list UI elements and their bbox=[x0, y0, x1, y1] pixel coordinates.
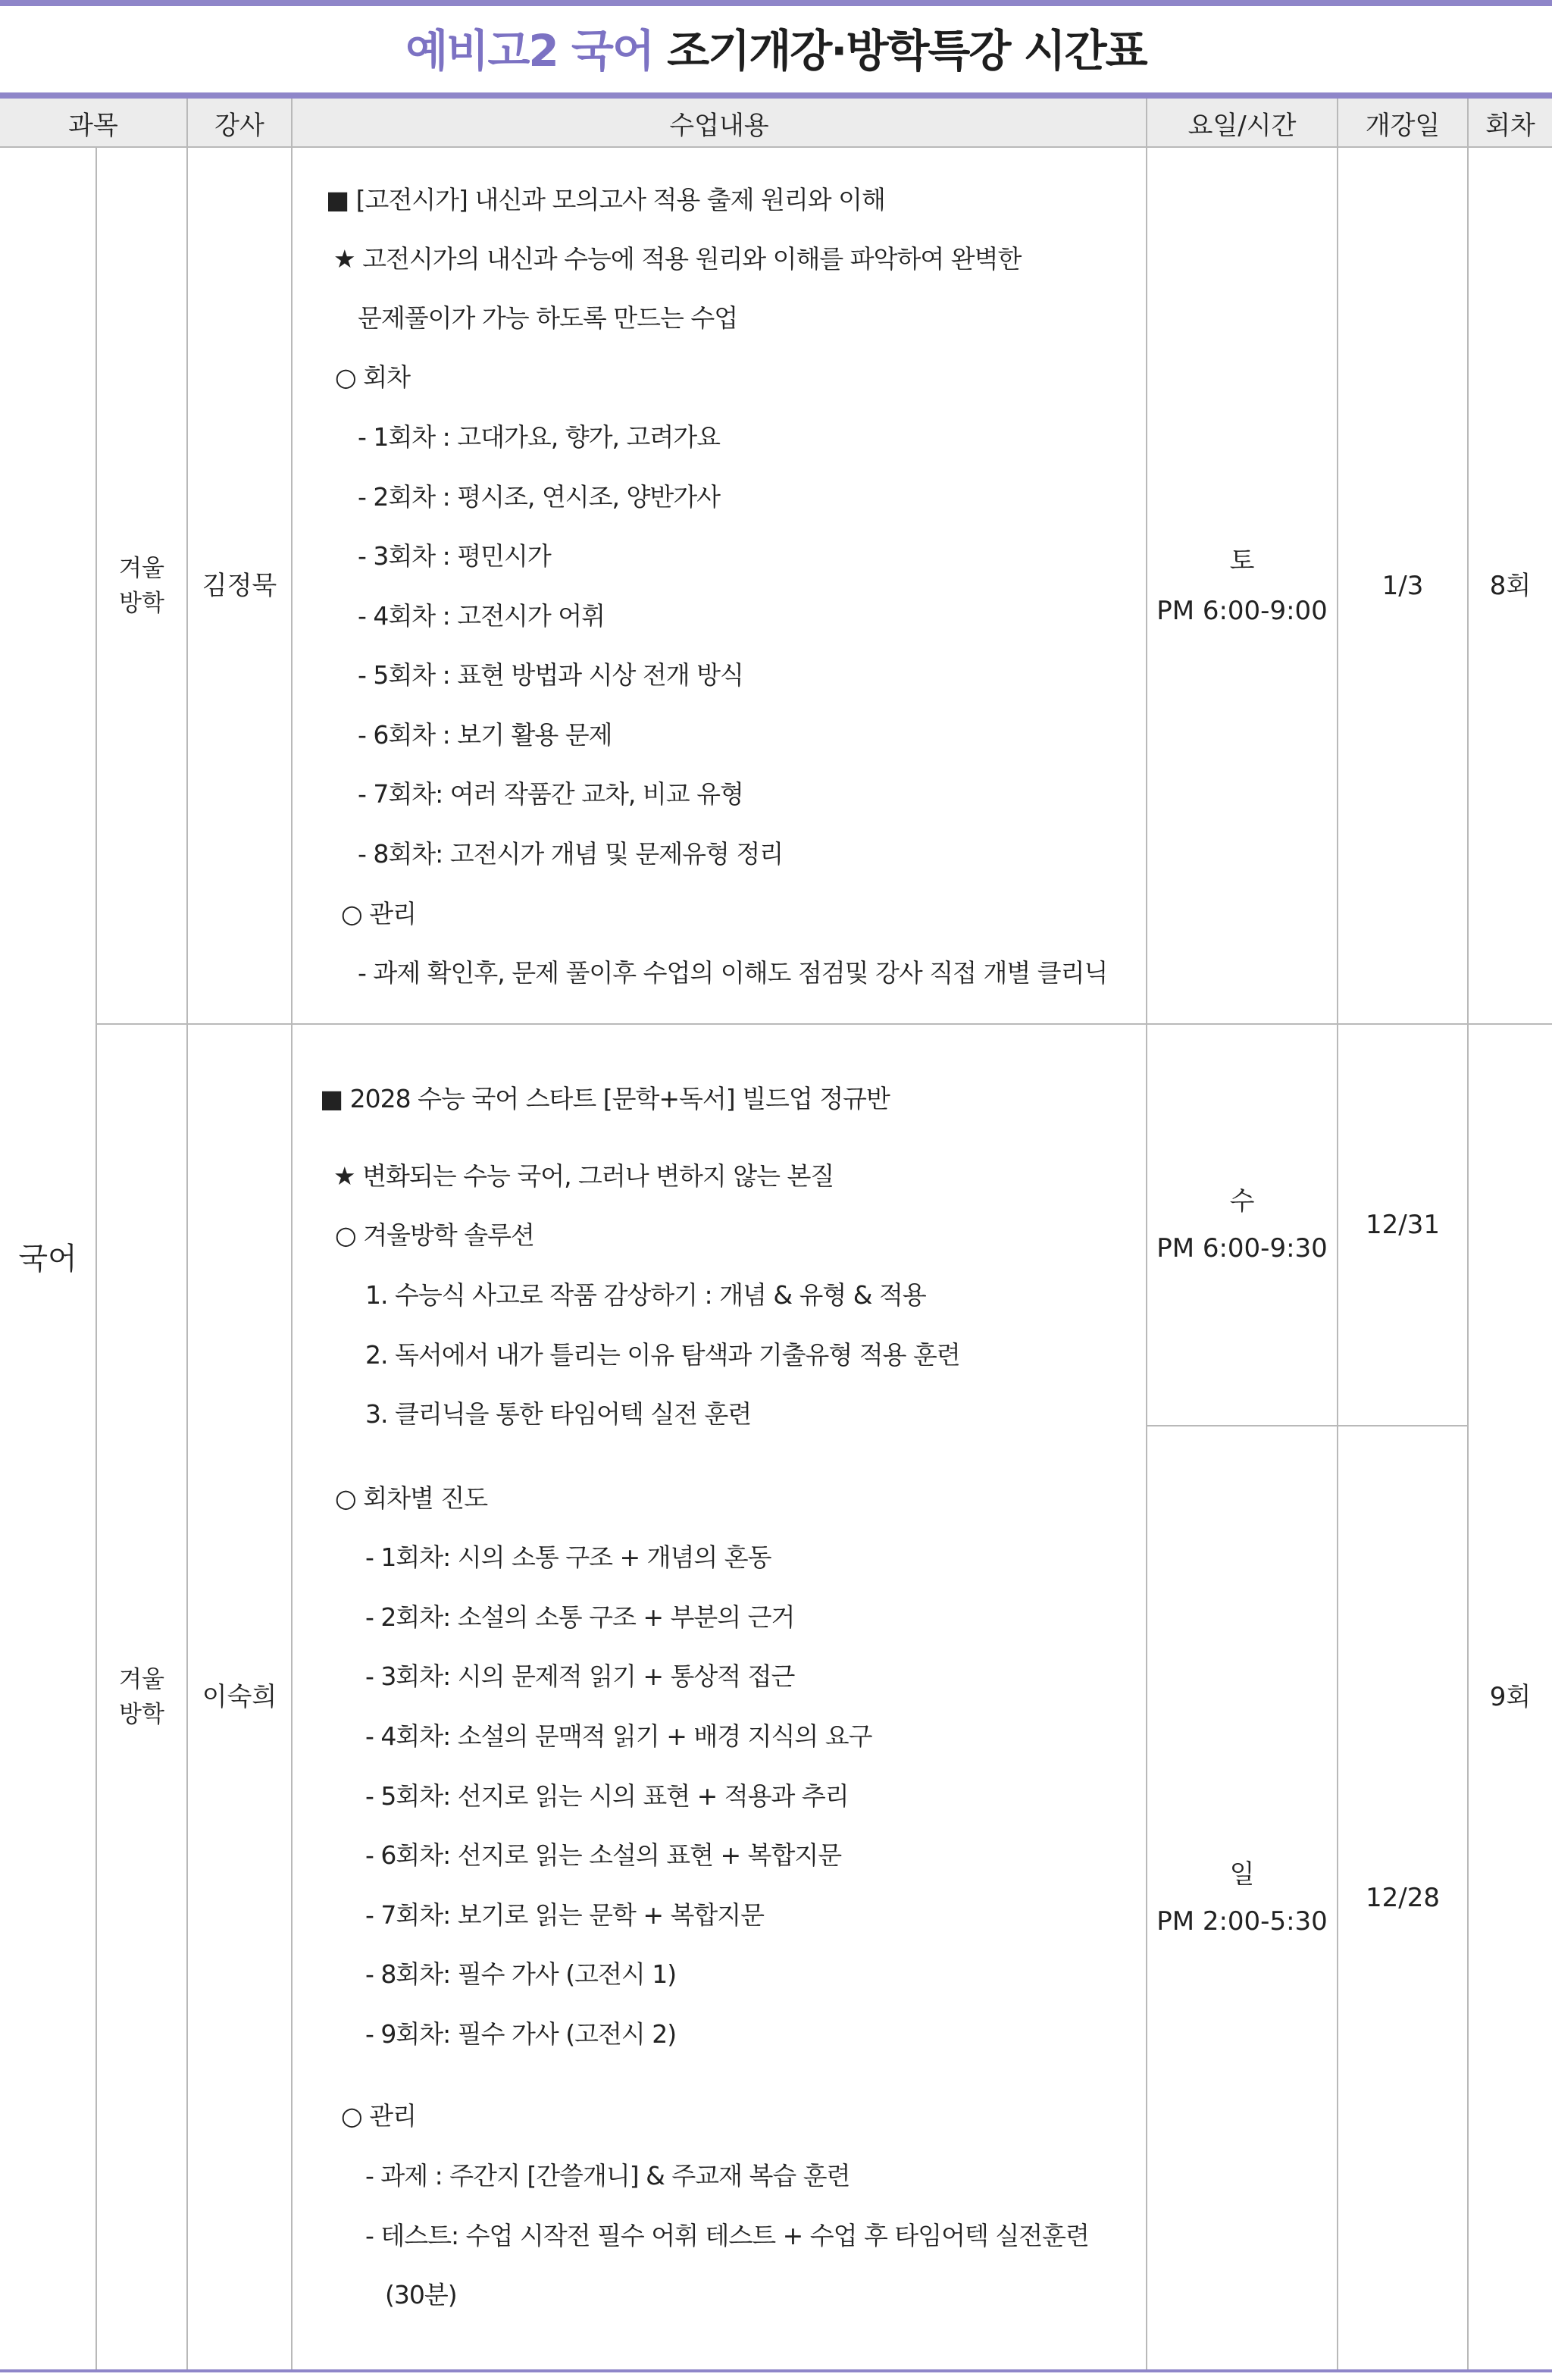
content-line: 문제풀이가 가능 하도록 만드는 수업 bbox=[358, 303, 738, 333]
content-line: - 1회차: 시의 소통 구조 + 개념의 혼동 bbox=[365, 1542, 771, 1572]
time: PM 6:00-9:30 bbox=[1156, 1233, 1328, 1264]
course2-sessions: 9회 bbox=[1489, 1682, 1532, 1712]
content-line: ○ 겨울방학 솔루션 bbox=[335, 1220, 534, 1250]
day: 토 bbox=[1229, 546, 1255, 576]
content-line: - 1회차 : 고대가요, 향가, 고려가요 bbox=[358, 422, 720, 452]
content-line: ○ 회차별 진도 bbox=[335, 1483, 488, 1513]
period-line: 방학 bbox=[119, 590, 164, 617]
page-title bbox=[0, 17, 1552, 85]
day: 수 bbox=[1229, 1186, 1255, 1217]
course1-sessions: 8회 bbox=[1489, 571, 1532, 601]
content-line: 2. 독서에서 내가 틀리는 이유 탐색과 기출유형 적용 훈련 bbox=[365, 1340, 960, 1370]
content-line: - 과제 : 주간지 [간쓸개니] & 주교재 복습 훈련 bbox=[365, 2161, 850, 2191]
content-line: ■ [고전시가] 내신과 모의고사 적용 출제 원리와 이해 bbox=[326, 185, 885, 215]
content-line: (30분) bbox=[385, 2280, 457, 2310]
content-line: 3. 클리닉을 통한 타임어텍 실전 훈련 bbox=[365, 1399, 752, 1429]
content-line: - 2회차 : 평시조, 연시조, 양반가사 bbox=[358, 482, 720, 512]
content-line: - 6회차: 선지로 읽는 소설의 표현 + 복합지문 bbox=[365, 1840, 842, 1870]
course2-teacher: 이숙희 bbox=[202, 1682, 277, 1712]
subject-cell: 국어 bbox=[18, 1242, 77, 1276]
title-accent: 예비고2 국어 bbox=[405, 25, 653, 77]
content-line: - 9회차: 필수 가사 (고전시 2) bbox=[365, 2019, 677, 2049]
content-line: - 5회차 : 표현 방법과 시상 전개 방식 bbox=[358, 660, 743, 690]
period-line: 겨울 bbox=[119, 555, 164, 582]
course2-start-date-1: 12/31 bbox=[1366, 1210, 1440, 1240]
course1-period bbox=[97, 149, 186, 1023]
content-line: 1. 수능식 사고로 작품 감상하기 : 개념 & 유형 & 적용 bbox=[365, 1280, 926, 1310]
content-line: ○ 회차 bbox=[335, 362, 411, 392]
course2-period bbox=[97, 1025, 186, 2369]
content-line: - 8회차: 필수 가사 (고전시 1) bbox=[365, 1959, 677, 1989]
course2-start-date-2: 12/28 bbox=[1366, 1883, 1440, 1913]
header-subject: 과목 bbox=[0, 99, 186, 147]
content-line: - 3회차 : 평민시가 bbox=[358, 541, 551, 571]
period-line: 겨울 bbox=[119, 1666, 164, 1693]
title-rest: 조기개강·방학특강 시간표 bbox=[652, 25, 1147, 77]
time: PM 2:00-5:30 bbox=[1156, 1906, 1328, 1937]
content-line: - 3회차: 시의 문제적 읽기 + 통상적 접근 bbox=[365, 1661, 795, 1691]
content-line: ○ 관리 bbox=[341, 2101, 417, 2131]
grid-line bbox=[291, 99, 293, 2369]
title-underline bbox=[0, 92, 1552, 99]
header-time: 요일/시간 bbox=[1147, 99, 1337, 147]
time: PM 6:00-9:00 bbox=[1156, 596, 1328, 626]
header-teacher: 강사 bbox=[188, 99, 291, 147]
day: 일 bbox=[1229, 1859, 1255, 1890]
content-line: ■ 2028 수능 국어 스타트 [문학+독서] 빌드업 정규반 bbox=[320, 1084, 890, 1113]
content-line: - 6회차 : 보기 활용 문제 bbox=[358, 720, 612, 750]
content-line: - 4회차: 소설의 문맥적 읽기 + 배경 지식의 요구 bbox=[365, 1721, 872, 1751]
header-content: 수업내용 bbox=[293, 99, 1146, 147]
period-line: 방학 bbox=[119, 1701, 164, 1728]
content-line: - 2회차: 소설의 소통 구조 + 부분의 근거 bbox=[365, 1602, 795, 1632]
content-line: - 과제 확인후, 문제 풀이후 수업의 이해도 점검및 강사 직접 개별 클리닉 bbox=[358, 958, 1108, 988]
content-line: ★ 변화되는 수능 국어, 그러나 변하지 않는 본질 bbox=[333, 1161, 834, 1191]
grid-line bbox=[0, 146, 1552, 148]
header-start-date: 개강일 bbox=[1338, 99, 1467, 147]
content-line: - 7회차: 보기로 읽는 문학 + 복합지문 bbox=[365, 1900, 765, 1930]
content-line: ★ 고전시가의 내신과 수능에 적용 원리와 이해를 파악하여 완벽한 bbox=[333, 244, 1022, 274]
content-line: - 7회차: 여러 작품간 교차, 비교 유형 bbox=[358, 779, 743, 809]
course2-schedule-2 bbox=[1147, 1426, 1337, 2369]
content-line: - 8회차: 고전시가 개념 및 문제유형 정리 bbox=[358, 839, 784, 869]
bottom-line bbox=[0, 2369, 1552, 2372]
content-line: - 4회차 : 고전시가 어휘 bbox=[358, 601, 605, 631]
course1-start-date: 1/3 bbox=[1381, 571, 1424, 601]
content-line: ○ 관리 bbox=[341, 899, 417, 929]
content-line: - 5회차: 선지로 읽는 시의 표현 + 적용과 추리 bbox=[365, 1781, 849, 1811]
course2-schedule-1 bbox=[1147, 1025, 1337, 1425]
header-sessions: 회차 bbox=[1469, 99, 1552, 147]
course1-teacher: 김정묵 bbox=[202, 571, 277, 601]
content-line: - 테스트: 수업 시작전 필수 어휘 테스트 + 수업 후 타임어텍 실전훈련 bbox=[365, 2221, 1089, 2250]
course1-schedule bbox=[1147, 149, 1337, 1023]
header-divider bbox=[186, 99, 188, 147]
top-accent-line bbox=[0, 0, 1552, 6]
